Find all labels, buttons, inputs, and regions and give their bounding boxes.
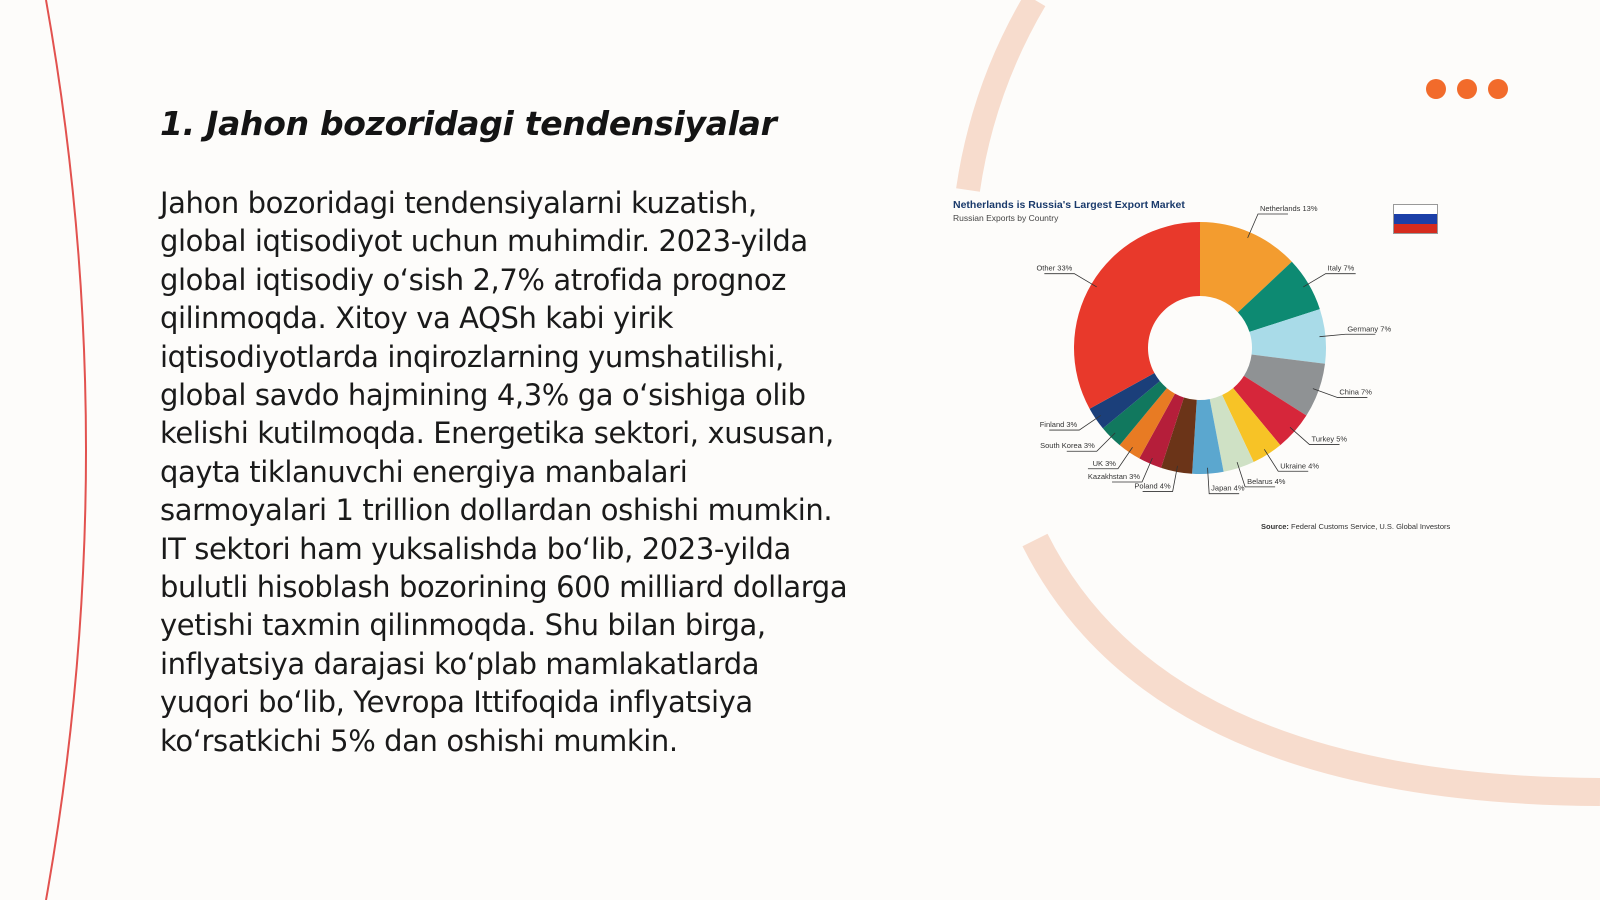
- dot: [1488, 79, 1508, 99]
- chart-svg: [945, 196, 1465, 536]
- leader-line: [1319, 334, 1375, 336]
- three-dots-icon[interactable]: [1426, 79, 1508, 99]
- chart-subtitle: Russian Exports by Country: [953, 213, 1059, 223]
- dot: [1426, 79, 1446, 99]
- leader-line: [1303, 274, 1355, 287]
- slice-label: Finland 3%: [1039, 420, 1078, 430]
- slice-label: Germany 7%: [1347, 324, 1392, 334]
- slice-label: Poland 4%: [1134, 481, 1171, 491]
- slice-label: Japan 4%: [1211, 483, 1245, 493]
- slice-label: Netherlands 13%: [1259, 204, 1318, 214]
- donut-slice-other: [1074, 222, 1200, 409]
- leader-line: [1044, 274, 1096, 287]
- slide-title: 1. Jahon bozoridagi tendensiyalar: [160, 104, 777, 143]
- slice-label: South Korea 3%: [1040, 441, 1095, 451]
- slice-label: China 7%: [1339, 387, 1372, 397]
- slice-label: UK 3%: [1092, 458, 1116, 468]
- decorative-left-line: [46, 0, 86, 900]
- slide-body-text: Jahon bozoridagi tendensiyalarni kuzatish, global iqtisodiyot uchun muhimdir. 2023-yilda global iqtisodiy o‘sish 2,7% atrofida prognoz qilinmoqda. Xitoy va AQSh kabi yirik iqtisodiyotlarda inqirozlarning yumshatilishi, global savdo hajmining 4,3% ga o‘sishiga olib kelishi kutilmoqda. Energetika sektori, xususan, qayta tiklanuvchi energiya manbalari sarmoyalari 1 trillion dollardan oshishi mumkin. IT sektori ham yuksalishda bo‘lib, 2023-yilda bulutli hisoblash bozorining 600 milliard dollarga yetishi taxmin qilinmoqda. Shu bilan birga, inflyatsiya darajasi ko‘plab mamlakatlarda yuqori bo‘lib, Yevropa Ittifoqida inflyatsiya ko‘rsatkichi 5% dan oshishi mumkin.: [160, 186, 848, 758]
- slice-label: Belarus 4%: [1247, 476, 1286, 486]
- source-label: Source:: [1261, 522, 1289, 531]
- slice-label: Turkey 5%: [1311, 434, 1348, 444]
- slice-label: Italy 7%: [1327, 263, 1355, 273]
- slice-label: Other 33%: [1036, 263, 1073, 273]
- source-text: Federal Customs Service, U.S. Global Investors: [1291, 522, 1451, 531]
- dot: [1457, 79, 1477, 99]
- chart-source: [1261, 522, 1450, 531]
- decorative-arc-bottom: [1035, 540, 1600, 792]
- decorative-arc-top: [968, 0, 1035, 190]
- slice-label: Ukraine 4%: [1280, 461, 1320, 471]
- export-donut-chart: [945, 196, 1465, 536]
- slice-label: Kazakhstan 3%: [1087, 471, 1141, 481]
- chart-title: Netherlands is Russia's Largest Export Market: [953, 199, 1185, 211]
